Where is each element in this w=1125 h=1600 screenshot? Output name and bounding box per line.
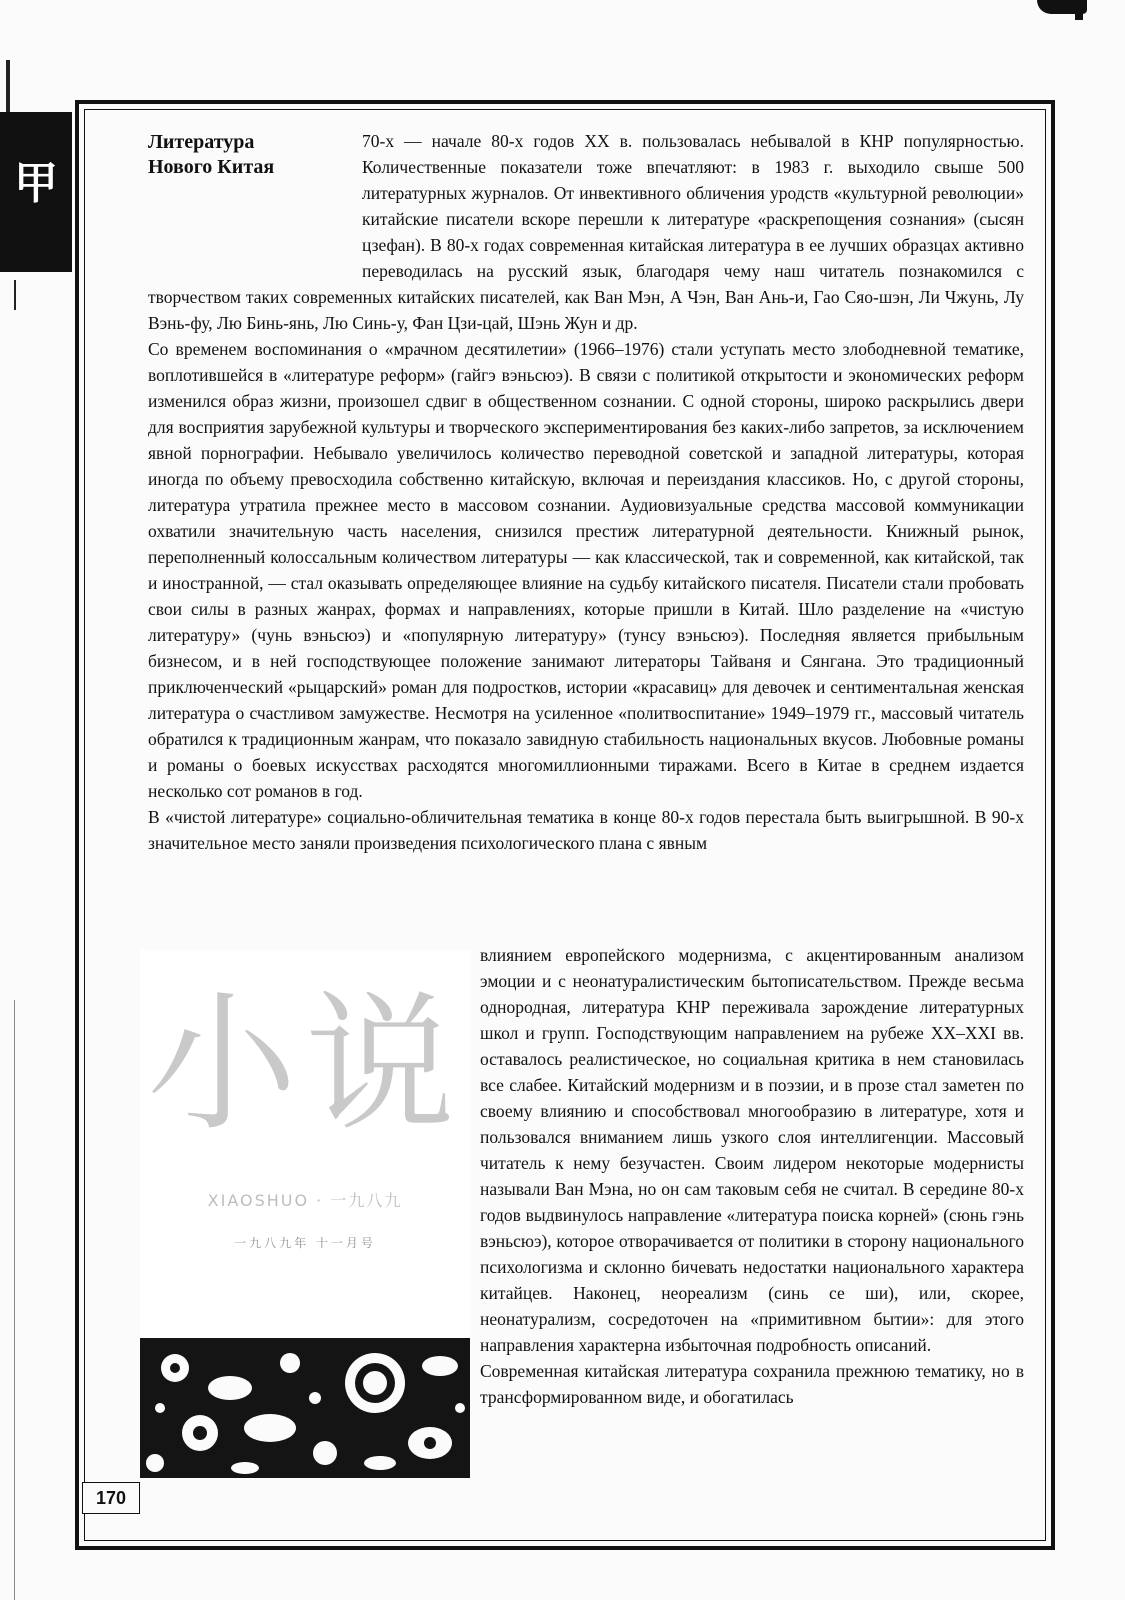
paragraph-5: Современная китайская литература сохранила прежнюю тематику, но в трансформированном виде, и обогатилась	[480, 1361, 1024, 1407]
main-text	[148, 128, 1024, 856]
side-rule-lower	[14, 1000, 15, 1600]
corner-bar	[1075, 0, 1083, 20]
page-number: 170	[82, 1482, 140, 1514]
paragraph-2: Со временем воспоминания о «мрачном десятилетии» (1966–1976) стали уступать место злободневной тематике, воплотившейся в «литературе реформ» (гайгэ вэньсюэ). В связи с политикой открытости и экономических реформ изменился образ жизни, произошел сдвиг в общественном сознании. С одной стороны, широко раскрылись двери для восприятия зарубежной культуры и творческого экспериментирования без каких-либо запретов, за исключением явной порнографии. Небывало увеличилось количество переводной советской и западной литературы, которая иногда по объему превосходила собственно китайскую, включая и переиздания классиков. Но, с другой стороны, литература утратила прежнее место в массовом сознании. Аудиовизуальные средства массовой коммуникации охватили значительную часть населения, снизился престиж литературной деятельности. Книжный рынок, переполненный колоссальным количеством литературы — как классической, так и современной, как китайской, так и иностранной, — стал оказывать определяющее влияние на судьбу китайского писателя. Писатели стали пробовать свои силы в разных жанрах, формах и направлениях, которые пришли в Китай. Шло разделение на «чистую литературу» (чунь вэньсюэ) и «популярную литературу» (тунсу вэньсюэ). Последняя является прибыльным бизнесом, и в ней господствующее положение занимают литераторы Тайваня и Сянгана. Это традиционный приключенческий «рыцарский» роман для подростков, истории «красавиц» для девочек и сентиментальная женская литература о счастливом замужестве. Несмотря на усиленное «политвоспитание» 1949–1979 гг., массовый читатель обратился к традиционным жанрам, что показало завидную стабильность национальных вкусов. Любовные романы и романы о боевых искусствах расходятся многомиллионными тиражами. Всего в Китае в среднем издается несколько сот романов в год.	[148, 339, 1024, 801]
paragraph-3: В «чистой литературе» социально-обличительная тематика в конце 80-х годов перестала быть выигрышной. В 90-х значительное место заняли произведения психологического плана с явным	[148, 807, 1024, 853]
chapter-glyph: 甲	[14, 158, 58, 209]
title-gutter	[148, 128, 362, 284]
magazine-date: 一九八九年 十一月号	[234, 1236, 376, 1250]
flower-pattern-ornament	[140, 1338, 470, 1478]
magazine-title: 小说	[146, 978, 463, 1152]
right-column-text	[480, 942, 1024, 1410]
magazine-cover-image	[140, 950, 470, 1478]
paragraph-1: 70-х — начале 80-х годов XX в. пользовалась небывалой в КНР популярностью. Количественные показатели тоже впечатляют: в 1983 г. выходило свыше 500 литературных журналов. От инвективного обличения уродств «культурной революции» китайские писатели вскоре перешли к литературе «раскрепощения сознания» (сысян цзефан). В 80-х годах современная китайская литература в ее лучших образцах активно переводилась на русский язык, благодаря чему наш читатель познакомился с творчеством таких современных китайских писателей, как Ван Мэн, А Чэн, Ван Ань-и, Гао Сяо-шэн, Ли Чжунь, Лу Вэнь-фу, Лю Бинь-янь, Лю Синь-у, Фан Цзи-цай, Шэнь Жун и др.	[148, 131, 1024, 333]
paragraph-4: влиянием европейского модернизма, с акцентированным анализом эмоции и с неонатуралистическим бытописательством. Прежде весьма однородная, литература КНР переживала зарождение литературных школ и групп. Господствующим направлением на рубеже XX–XXI вв. оставалось реалистическое, но социальная критика в нем становилась все слабее. Китайский модернизм и в поэзии, и в прозе стал заметен по своему влиянию и способствовал многообразию в литературе, хотя и пользовался вниманием лишь узкого слоя интеллигенции. Массовый читатель к нему безучастен. Своим лидером некоторые модернисты называли Ван Мэна, но он сам таковым себя не считал. В середине 80-х годов выдвинулось направление «литература поиска корней» (сюнь гэнь вэньсюэ), которое отворачивается от политики в сторону национального психологизма и склонно бичевать недостатки национального характера китайцев. Наконец, неореализм (синь се ши), или, скорее, неонатурализм, сосредоточен на «примитивном бытии»: для этого направления характерна избыточная подробность описаний.	[480, 945, 1024, 1355]
section-title-line2: Нового Китая	[148, 156, 275, 178]
side-rule-bottom	[14, 280, 16, 310]
section-title-line1: Литература	[148, 131, 255, 153]
side-tab	[0, 112, 72, 272]
magazine-subtitle: XIAOSHUO · 一九八九	[207, 1191, 403, 1210]
